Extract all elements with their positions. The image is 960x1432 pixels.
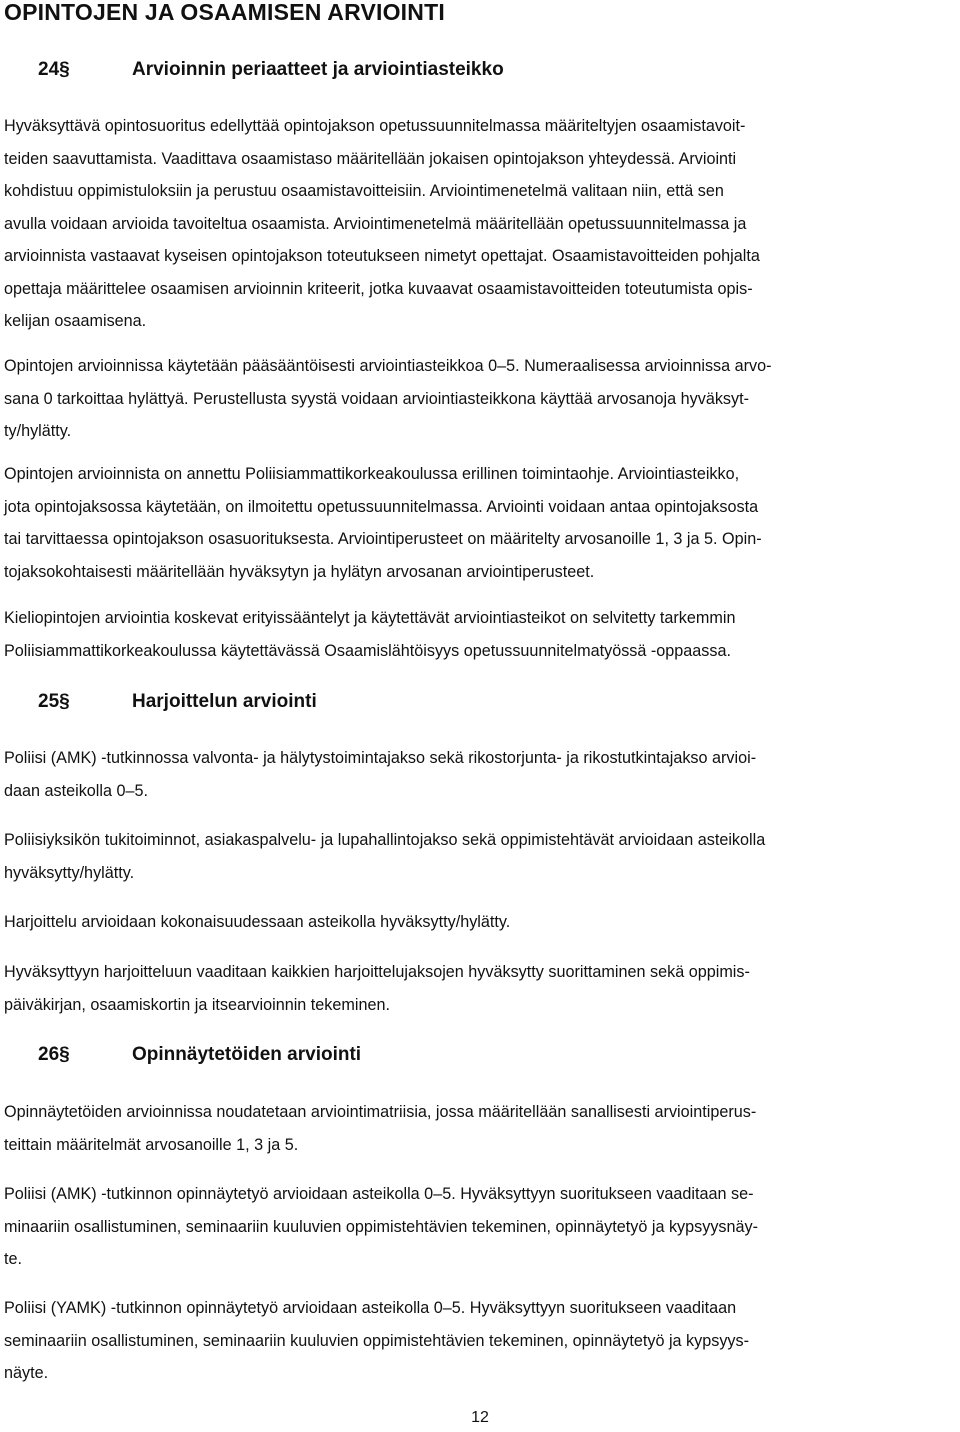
paragraph xyxy=(4,906,956,939)
text-line: Kieliopintojen arviointia koskevat erityissääntelyt ja käytettävät arviointiasteikot on selvitetty tarkemmin xyxy=(4,609,736,627)
paragraph xyxy=(4,1292,956,1390)
text-line: minaariin osallistuminen, seminaariin kuuluvien oppimistehtävien tekeminen, opinnäytetyö ja kypsyysnäy- xyxy=(4,1217,758,1236)
text-line: Opintojen arvioinnissa käytetään pääsääntöisesti arviointiasteikkoa 0–5. Numeraalisessa arvioinnissa arvo- xyxy=(4,357,772,375)
text-line: Harjoittelu arvioidaan kokonaisuudessaan asteikolla hyväksytty/hylätty. xyxy=(4,913,511,931)
text-line: kelijan osaamisena. xyxy=(4,312,147,330)
text-line: teiden saavuttamista. Vaadittava osaamistaso määritellään jokaisen opintojakson yhteydessä. Arviointi xyxy=(4,149,737,168)
section-heading-25 xyxy=(38,688,317,716)
text-line: arvioinnista vastaavat kyseisen opintojakson toteutukseen nimetyt opettajat. Osaamistavoitteiden pohjalta xyxy=(4,247,760,265)
section-title: Harjoittelun arviointi xyxy=(132,691,317,712)
paragraph xyxy=(4,956,956,1021)
text-line: näyte. xyxy=(4,1364,49,1382)
text-line: seminaariin osallistuminen, seminaariin kuuluvien oppimistehtävien tekeminen, opinnäytetyö ja kypsyys- xyxy=(4,1331,749,1350)
document-title: OPINTOJEN JA OSAAMISEN ARVIOINTI xyxy=(4,0,445,25)
section-title: Opinnäytetöiden arviointi xyxy=(132,1044,362,1065)
paragraph xyxy=(4,1096,956,1161)
section-number: 25§ xyxy=(38,691,70,712)
paragraph xyxy=(4,110,956,338)
text-line: Opintojen arvioinnista on annettu Poliisiammattikorkeakoulussa erillinen toimintaohje. Arviointiasteikko, xyxy=(4,465,740,483)
text-line: avulla voidaan arvioida tavoiteltua osaamista. Arviointimenetelmä määritellään opetussuunnitelmassa ja xyxy=(4,214,747,233)
text-line: teittain määritelmät arvosanoille 1, 3 ja 5. xyxy=(4,1135,299,1154)
section-number: 24§ xyxy=(38,59,70,80)
text-line: Poliisiyksikön tukitoiminnot, asiakaspalvelu- ja lupahallintojakso sekä oppimistehtävät arvioidaan asteikolla xyxy=(4,831,766,849)
section-number: 26§ xyxy=(38,1044,70,1065)
text-line: Poliisi (YAMK) -tutkinnon opinnäytetyö arvioidaan asteikolla 0–5. Hyväksyttyyn suoritukseen vaaditaan xyxy=(4,1299,737,1317)
paragraph xyxy=(4,458,956,588)
text-line: ty/hylätty. xyxy=(4,422,72,440)
text-line: sana 0 tarkoittaa hylättyä. Perustellusta syystä voidaan arviointiasteikkona käyttää arvosanoja hyväksyt- xyxy=(4,389,750,408)
text-line: Poliisi (AMK) -tutkinnossa valvonta- ja hälytystoimintajakso sekä rikostorjunta- ja rikostutkintajakso arvioi- xyxy=(4,749,757,767)
page-number: 12 xyxy=(471,1409,489,1426)
text-line: hyväksytty/hylätty. xyxy=(4,863,135,882)
section-heading-24 xyxy=(38,56,504,84)
text-line: Poliisi (AMK) -tutkinnon opinnäytetyö arvioidaan asteikolla 0–5. Hyväksyttyyn suoritukseen vaaditaan se- xyxy=(4,1185,754,1203)
paragraph xyxy=(4,742,956,807)
text-line: jota opintojaksossa käytetään, on ilmoitettu opetussuunnitelmassa. Arviointi voidaan antaa opintojaksosta xyxy=(4,497,759,516)
text-line: Hyväksyttävä opintosuoritus edellyttää opintojakson opetussuunnitelmassa määriteltyjen osaamistavoit- xyxy=(4,117,746,135)
text-line: päiväkirjan, osaamiskortin ja itsearvioinnin tekeminen. xyxy=(4,995,390,1014)
text-line: daan asteikolla 0–5. xyxy=(4,781,148,800)
paragraph xyxy=(4,350,956,448)
text-line: opettaja määrittelee osaamisen arvioinnin kriteerit, jotka kuvaavat osaamistavoitteiden toteutumista opis- xyxy=(4,279,753,298)
paragraph xyxy=(4,1178,956,1276)
paragraph xyxy=(4,824,956,889)
text-line: Poliisiammattikorkeakoulussa käytettävässä Osaamislähtöisyys opetussuunnitelmatyössä -oppaassa. xyxy=(4,641,731,660)
text-line: tojaksokohtaisesti määritellään hyväksytyn ja hylätyn arvosanan arviointiperusteet. xyxy=(4,562,595,581)
text-line: Opinnäytetöiden arvioinnissa noudatetaan arviointimatriisia, jossa määritellään sanallisesti arviointiperus- xyxy=(4,1103,757,1121)
text-line: Hyväksyttyyn harjoitteluun vaaditaan kaikkien harjoittelujaksojen hyväksytty suorittaminen sekä oppimis- xyxy=(4,963,750,981)
section-heading-26 xyxy=(38,1041,361,1069)
text-line: tai tarvittaessa opintojakson osasuorituksesta. Arviointiperusteet on määritelty arvosanoille 1, 3 ja 5. Opin- xyxy=(4,530,762,548)
paragraph xyxy=(4,602,956,667)
text-line: te. xyxy=(4,1250,22,1268)
text-line: kohdistuu oppimistuloksiin ja perustuu osaamistavoitteisiin. Arviointimenetelmä valitaan niin, että sen xyxy=(4,182,724,200)
section-title: Arvioinnin periaatteet ja arviointiasteikko xyxy=(132,59,504,80)
